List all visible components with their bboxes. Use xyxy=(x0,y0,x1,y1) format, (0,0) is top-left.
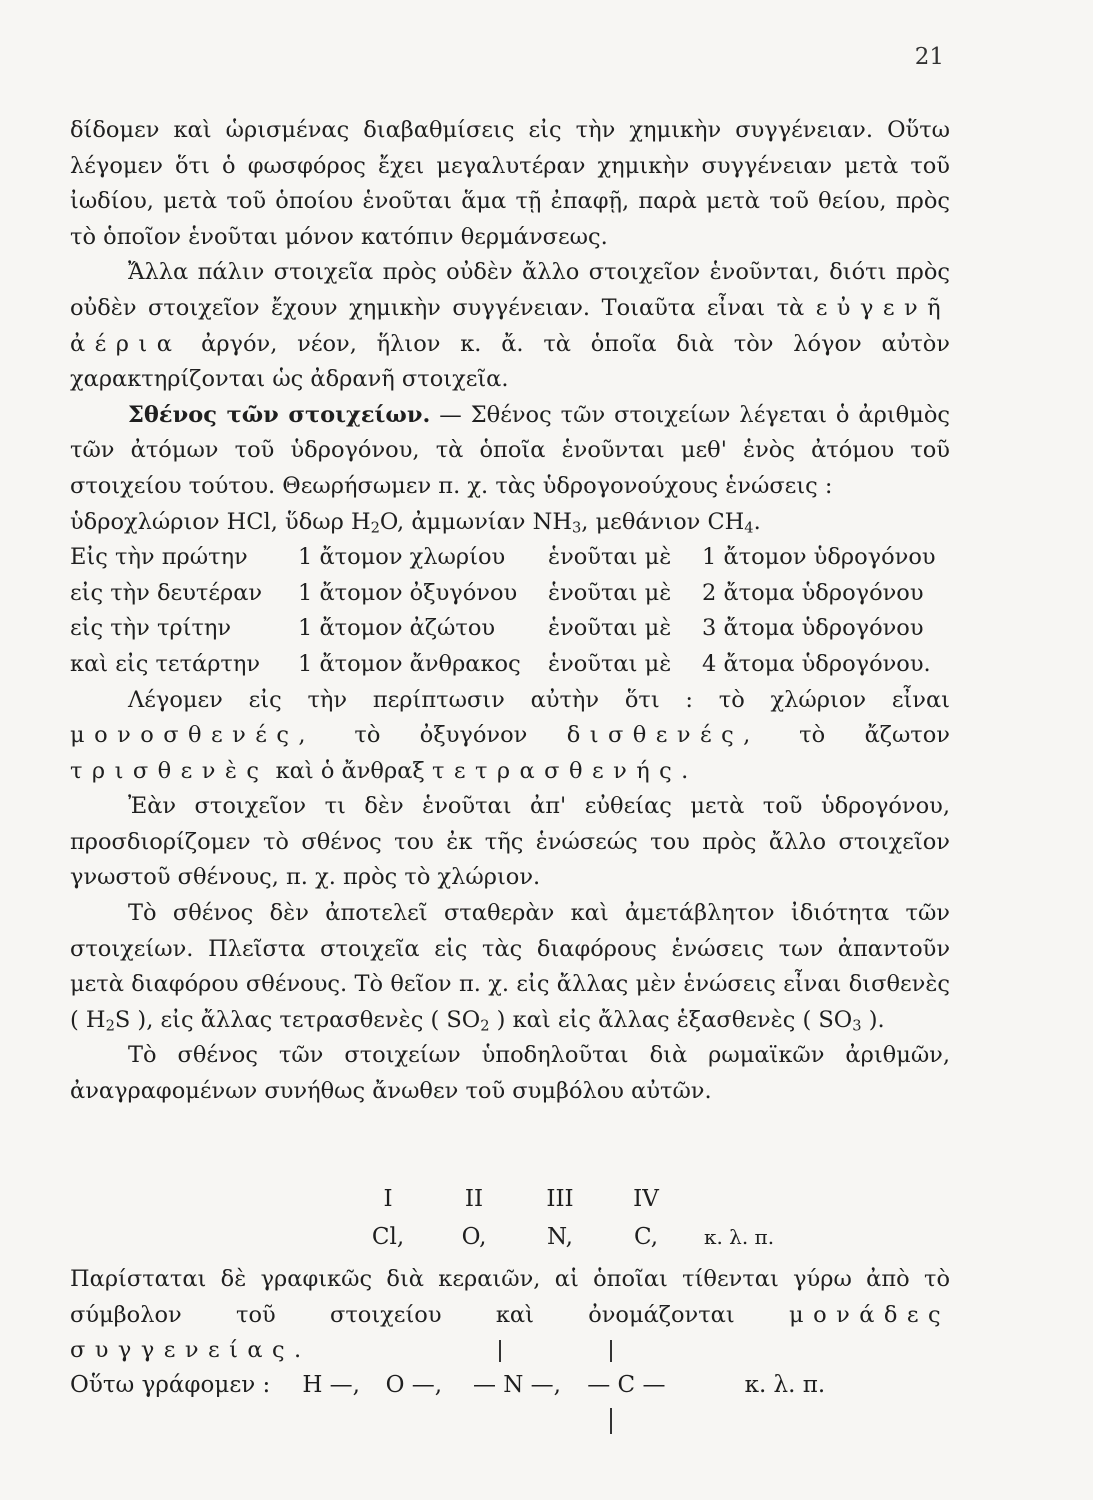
etc-abbrev: κ. λ. π. xyxy=(744,1372,826,1398)
bond-stroke xyxy=(499,1340,501,1362)
term-monovalent: μονοσθενές, xyxy=(70,722,315,749)
text-span: S ), εἰς ἄλλας τετρασθενὲς ( SO xyxy=(114,1006,481,1033)
example-cell: 2 ἄτομα ὑδρογόνου xyxy=(702,579,924,606)
example-cell: 1 ἄτομον χλωρίου xyxy=(298,544,506,571)
example-cell: 3 ἄτομα ὑδρογόνου xyxy=(702,615,924,642)
example-row xyxy=(70,611,950,647)
bond-formulas-line xyxy=(70,1372,825,1398)
subscript: 2 xyxy=(105,1017,115,1035)
page-number: 21 xyxy=(914,44,944,70)
bond-stroke xyxy=(610,1408,612,1434)
example-cell: 1 ἄτομον ἄνθρακος xyxy=(298,650,521,677)
subscript: 3 xyxy=(571,519,582,537)
paragraph-valence-examples xyxy=(70,683,950,790)
element-symbol: Cl, xyxy=(371,1224,405,1250)
compound-water-end: O, xyxy=(379,508,405,535)
noble-gases-rest: ἀργόν, νέον, ἥλιον κ. ἄ. τὰ ὁποῖα διὰ τὸν λόγον αὐτὸν χαρακτηρίζονται ὡς ἀδρανῆ στοιχεῖα. xyxy=(70,330,950,393)
numeral: III xyxy=(546,1186,574,1212)
example-cell: εἰς τὴν τρίτην xyxy=(70,615,232,642)
term-tetravalent: τετρασθενής. xyxy=(431,757,698,784)
numeral: II xyxy=(464,1186,484,1212)
element-symbol: C, xyxy=(633,1224,659,1250)
text-span: ) καὶ εἰς ἄλλας ἑξασθενὲς ( SO xyxy=(489,1006,853,1033)
element-symbol: O, xyxy=(461,1224,487,1250)
compound-ammonia: ἀμμωνίαν NH xyxy=(411,508,572,535)
text-span: καὶ ὁ ἄνθραξ xyxy=(268,757,432,784)
bonds-text xyxy=(70,1262,950,1369)
example-cell: ἑνοῦται μὲ xyxy=(548,579,672,606)
text-span: τὸ ἄζωτον xyxy=(759,722,950,749)
text-span: Λέγομεν εἰς τὴν περίπτωσιν αὐτὴν ὅτι : τὸ χλώριον εἶναι xyxy=(128,686,950,713)
paragraph-chemical-affinity: δίδομεν καὶ ὡρισμένας διαβαθμίσεις εἰς τὴν χημικὴν συγγένειαν. Οὕτω λέγομεν ὅτι ὁ φωσφόρος ἔχει μεγαλυτέραν χημικὴν συγγένειαν μετὰ τοῦ ἰωδίου, μετὰ τοῦ ὁποίου ἑνοῦται ἅμα τῇ ἐπαφῇ, παρὰ μετὰ τοῦ θείου, πρὸς τὸ ὁποῖον ἑνοῦται μόνον κατόπιν θερμάνσεως. xyxy=(70,117,950,250)
paragraph-indirect-valence: Ἐὰν στοιχεῖον τι δὲν ἑνοῦται ἀπ' εὐθείας μετὰ τοῦ ὑδρογόνου, προσδιορίζομεν τὸ σθένος του ἐκ τῆς ἑνώσεώς του πρὸς ἄλλο στοιχεῖον γνωστοῦ σθένους, π. χ. πρὸς τὸ χλώριον. xyxy=(70,793,950,891)
text-span: Τὸ σθένος δὲν ἀποτελεῖ σταθερὰν καὶ ἀμετάβλητον ἰδιότητα τῶν στοιχείων. Πλεῖστα στοιχεῖα εἰς τὰς διαφόρους ἑνώσεις των ἀπαντοῦν μετὰ διαφόρου σθένους. Τὸ θεῖον π. χ. εἰς ἄλλας μὲν ἑνώσεις εἶναι δισθενὲς ( H xyxy=(70,900,950,1033)
example-cell: 1 ἄτομον ὀξυγόνου xyxy=(298,579,518,606)
compound-hcl: ὑδροχλώριον HCl, xyxy=(70,508,278,535)
example-row xyxy=(70,647,950,683)
subscript: 2 xyxy=(480,1017,490,1035)
compound-methane: μεθάνιον CH xyxy=(595,508,745,535)
example-cell: εἰς τὴν δευτέραν xyxy=(70,579,263,606)
formula-o: O —, xyxy=(385,1372,443,1398)
compound-water: ὕδωρ H xyxy=(285,508,371,535)
subscript: 3 xyxy=(852,1017,862,1035)
symbol-row xyxy=(345,1218,789,1256)
section-heading-valence: Σθένος τῶν στοιχείων. xyxy=(128,401,431,428)
example-cell: ἑνοῦται μὲ xyxy=(548,544,672,571)
example-row xyxy=(70,540,950,576)
example-cell: Εἰς τὴν πρώτην xyxy=(70,544,248,571)
term-affinity-units: μονάδες συγγενείας. xyxy=(70,1301,950,1364)
paragraph-variable-valence xyxy=(70,896,950,1038)
subscript: 2 xyxy=(370,519,380,537)
example-cell: 1 ἄτομον ἀζώτου xyxy=(298,615,496,642)
formula-c: — C — xyxy=(587,1372,666,1398)
example-cell: ἑνοῦται μὲ xyxy=(548,615,672,642)
main-text xyxy=(70,113,950,1110)
valence-definition-text: — Σθένος τῶν στοιχείων λέγεται ὁ ἀριθμὸς τῶν ἀτόμων τοῦ ὑδρογόνου, τὰ ὁποῖα ἑνοῦνται μεθ' ἑνὸς ἀτόμου τοῦ στοιχείου τούτου. Θεωρήσωμεν π. χ. τὰς ὑδρογονούχους ἑνώσεις : xyxy=(70,401,950,499)
example-cell: καὶ εἰς τετάρτην xyxy=(70,650,261,677)
noble-gases-term: εὐγενῆ ἀέρια xyxy=(70,294,950,357)
etc-abbrev: κ. λ. π. xyxy=(703,1225,775,1249)
paragraph-roman-numerals: Τὸ σθένος τῶν στοιχείων ὑποδηλοῦται διὰ ρωμαϊκῶν ἀριθμῶν, ἀναγραφομένων συνήθως ἄνωθεν τοῦ συμβόλου αὐτῶν. xyxy=(70,1042,950,1105)
formula-n: — N —, xyxy=(472,1372,561,1398)
text-span: Παρίσταται δὲ γραφικῶς διὰ κεραιῶν, αἱ ὁποῖαι τίθενται γύρω ἀπὸ τὸ σύμβολον τοῦ στοιχείου καὶ ὀνομάζονται xyxy=(70,1266,950,1328)
numeral-row xyxy=(345,1180,789,1218)
numeral: IV xyxy=(633,1186,659,1212)
noble-gases-intro: Ἄλλα πάλιν στοιχεῖα πρὸς οὐδὲν ἄλλο στοιχεῖον ἑνοῦνται, διότι πρὸς οὐδὲν στοιχεῖον ἔχουν χημικὴν συγγένειαν. Τοιαῦτα εἶναι τὰ xyxy=(70,259,950,321)
text-span: τὸ ὀξυγόνον xyxy=(315,722,567,749)
example-cell: 4 ἄτομα ὑδρογόνου. xyxy=(702,650,931,677)
paragraph-noble-gases xyxy=(70,255,950,397)
example-cell: ἑνοῦται μὲ xyxy=(548,650,672,677)
valence-table xyxy=(345,1180,789,1256)
bond-stroke xyxy=(610,1340,612,1362)
paragraph-valence-definition xyxy=(70,398,950,505)
element-symbol: N, xyxy=(547,1224,573,1250)
bond-label: Οὕτω γράφομεν : xyxy=(70,1372,271,1398)
compound-end: . xyxy=(753,508,761,535)
compounds-line: ὑδροχλώριον HCl, ὕδωρ $H_2O$, ἀμμωνίαν $NH_3$, μεθάνιον $CH_4$. xyxy=(70,508,761,537)
example-cell: 1 ἄτομον ὑδρογόνου xyxy=(702,544,936,571)
numeral: I xyxy=(383,1186,393,1212)
paragraph-bonds xyxy=(70,1262,950,1369)
text-span: ). xyxy=(861,1006,885,1033)
term-divalent: δισθενές, xyxy=(566,722,760,749)
subscript: 4 xyxy=(744,519,754,537)
example-row xyxy=(70,576,950,612)
formula-h: H —, xyxy=(302,1372,360,1398)
term-trivalent: τρισθενὲς xyxy=(70,757,269,784)
